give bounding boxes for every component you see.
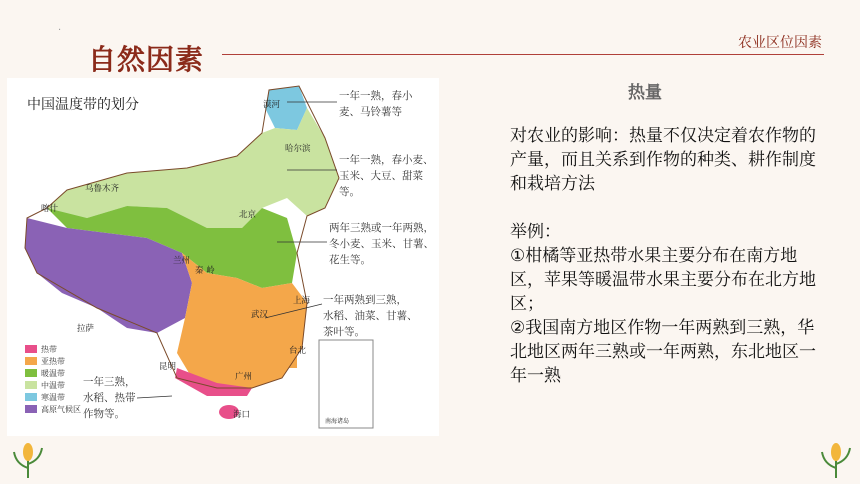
example-2: ②我国南方地区作物一年两熟到三熟，华北地区两年三熟或一年两熟，东北地区一年一熟 [510,318,816,386]
city-beijing: 北京 [239,210,257,220]
annotation-tropical: 一年三熟， 水稻、热带 作物等。 [83,376,136,420]
legend-label: 寒温带 [41,392,65,402]
city-lanzhou: 兰州 [173,256,191,266]
legend-swatch [25,393,37,401]
legend-swatch [25,345,37,353]
city-guangzhou: 广州 [235,372,253,382]
annotation-middle-temperate: 一年一熟，春小麦、 玉米、大豆、甜菜 等。 [339,154,434,198]
decor-dot: . [58,22,62,33]
example-label: 举例： [510,222,561,242]
example-1: ①柑橘等亚热带水果主要分布在南方地区，苹果等暖温带水果主要分布在北方地区； [510,246,816,314]
legend-label: 高原气候区 [41,404,81,414]
legend-item [25,355,81,367]
map-legend [25,343,81,415]
title-divider [222,54,824,55]
content-text [510,124,830,388]
city-haikou: 海口 [233,410,251,420]
impact-paragraph: 对农业的影响：热量不仅决定着农作物的产量，而且关系到作物的种类、耕作制度和栽培方法 [510,126,816,194]
legend-swatch [25,369,37,377]
city-taibei: 台北 [289,346,307,356]
city-shanghai: 上海 [293,296,311,306]
annotation-cold-temperate: 一年一熟，春小 麦、马铃薯等 [339,90,413,118]
spacer [510,196,830,220]
legend-item [25,403,81,415]
legend-item [25,379,81,391]
corn-sprig-icon [8,440,48,480]
legend-item [25,367,81,379]
legend-swatch [25,381,37,389]
city-kashgar: 喀什 [41,204,59,214]
annotation-subtropical: 一年两熟到三熟， 水稻、油菜、甘薯、 茶叶等。 [323,294,418,338]
annotation-warm-temperate: 两年三熟或一年两熟， 冬小麦、玉米、甘薯、 花生等。 [329,222,434,266]
city-urumqi: 乌鲁木齐 [85,184,120,194]
city-kunming: 昆明 [159,362,177,372]
section-label: 农业区位因素 [738,35,822,51]
legend-label: 中温带 [41,380,65,390]
map-title: 中国温度带的划分 [27,97,139,113]
legend-label: 热带 [41,344,57,354]
city-qinling: 秦 岭 [195,266,215,276]
legend-item [25,343,81,355]
city-harbin: 哈尔滨 [285,144,311,154]
corn-sprig-icon [816,440,856,480]
legend-swatch [25,357,37,365]
temperature-zone-map [7,78,439,436]
page-title: 自然因素 [88,43,205,76]
section-heading: 热量 [628,83,662,103]
city-mohe: 漠河 [263,100,281,110]
legend-item [25,391,81,403]
city-lhasa: 拉萨 [77,324,95,334]
legend-label: 亚热带 [41,356,65,366]
city-wuhan: 武汉 [251,310,269,320]
legend-label: 暖温带 [41,368,65,378]
city-nanhai: 南海诸岛 [325,418,350,425]
legend-swatch [25,405,37,413]
